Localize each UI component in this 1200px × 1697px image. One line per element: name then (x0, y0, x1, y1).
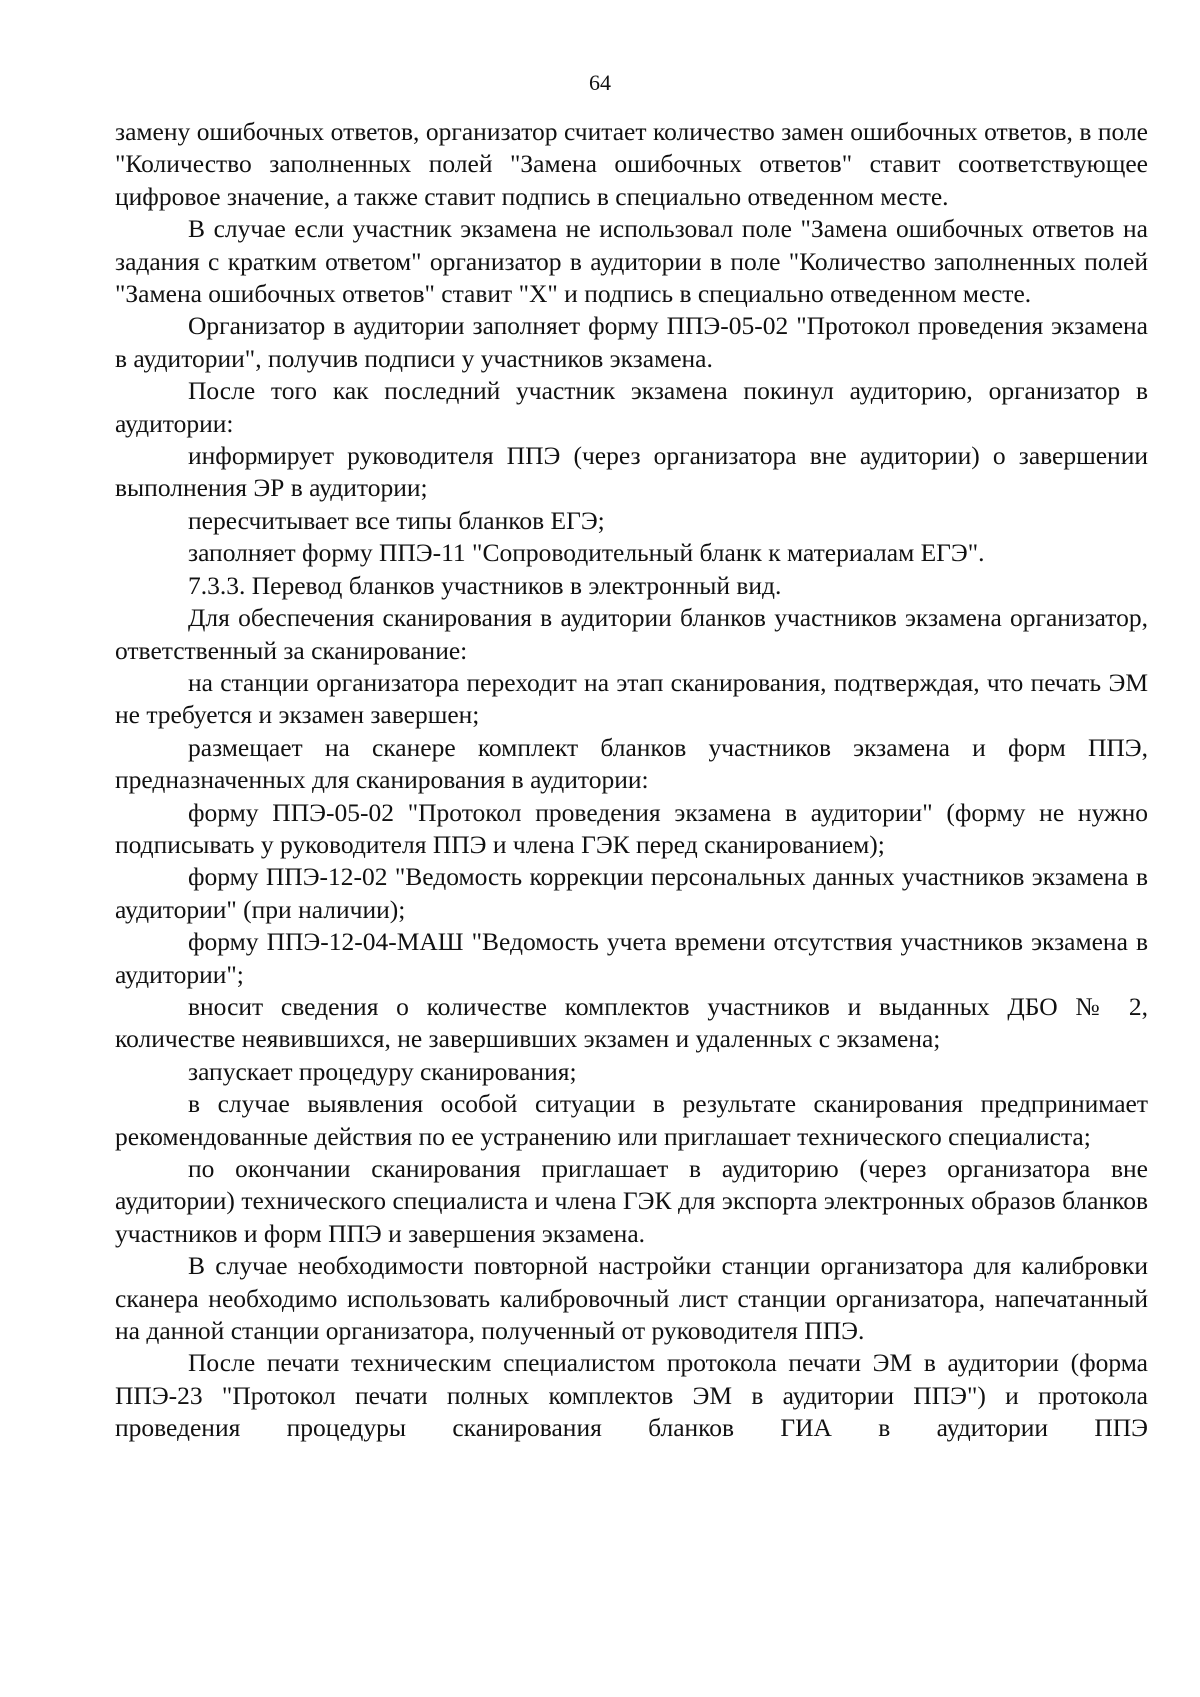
paragraph: 7.3.3. Перевод бланков участников в электронный вид. (188, 570, 782, 600)
paragraph: После того как последний участник экзамена покинул аудиторию, организатор в аудитории: (115, 376, 1148, 438)
paragraph: в случае выявления особой ситуации в результате сканирования предпринимает рекомендованные действия по ее устранению или приглашает технического специалиста; (115, 1089, 1148, 1151)
paragraph: информирует руководителя ППЭ (через организатора вне аудитории) о завершении выполнения ЭР в аудитории; (115, 441, 1148, 503)
document-body (115, 116, 1148, 1445)
paragraph: В случае необходимости повторной настройки станции организатора для калибровки сканера необходимо использовать калибровочный лист станции организатора, напечатанный на данной станции организатора, полученный от руководителя ППЭ. (115, 1251, 1148, 1346)
paragraph: запускает процедуру сканирования; (188, 1056, 577, 1086)
paragraph: по окончании сканирования приглашает в аудиторию (через организатора вне аудитории) технического специалиста и члена ГЭК для экспорта электронных образов бланков участников и форм ППЭ и завершения экзамена. (115, 1154, 1148, 1248)
paragraph: Организатор в аудитории заполняет форму ППЭ-05-02 "Протокол проведения экзамена в аудитории", получив подписи у участников экзамена. (115, 311, 1148, 373)
paragraph: размещает на сканере комплект бланков участников экзамена и форм ППЭ, предназначенных для сканирования в аудитории: (115, 732, 1148, 795)
paragraph: форму ППЭ-12-02 "Ведомость коррекции персональных данных участников экзамена в аудитории" (при наличии); (115, 862, 1148, 924)
paragraph: После печати техническим специалистом протокола печати ЭМ в аудитории (форма ППЭ-23 "Протокол печати полных комплектов ЭМ в аудитории ППЭ") и протокола проведения процедуры сканирования бланков ГИА в аудитории ППЭ (115, 1348, 1148, 1443)
paragraph: форму ППЭ-05-02 "Протокол проведения экзамена в аудитории" (форму не нужно подписывать у руководителя ППЭ и члена ГЭК перед сканированием); (115, 797, 1148, 859)
paragraph: заполняет форму ППЭ-11 "Сопроводительный бланк к материалам ЕГЭ". (188, 538, 985, 568)
paragraph: пересчитывает все типы бланков ЕГЭ; (188, 505, 605, 535)
paragraph: форму ППЭ-12-04-МАШ "Ведомость учета времени отсутствия участников экзамена в аудитории"; (115, 927, 1148, 989)
paragraph: на станции организатора переходит на этап сканирования, подтверждая, что печать ЭМ не требуется и экзамен завершен; (115, 667, 1148, 730)
paragraph: замену ошибочных ответов, организатор считает количество замен ошибочных ответов, в поле "Количество заполненных полей "Замена ошибочных ответов" ставит соответствующее цифровое значение, а также ставит подпись в специально отведенном месте. (115, 117, 1148, 211)
paragraph: В случае если участник экзамена не использовал поле "Замена ошибочных ответов на задания с кратким ответом" организатор в аудитории в поле "Количество заполненных полей "Замена ошибочных ответов" ставит "X" и подпись в специально отведенном месте. (115, 214, 1148, 309)
paragraph: вносит сведения о количестве комплектов участников и выданных ДБО № 2, количестве неявившихся, не завершивших экзамен и удаленных с экзамена; (115, 991, 1148, 1054)
page-number: 64 (589, 70, 611, 95)
paragraph: Для обеспечения сканирования в аудитории бланков участников экзамена организатор, ответственный за сканирование: (115, 603, 1148, 665)
